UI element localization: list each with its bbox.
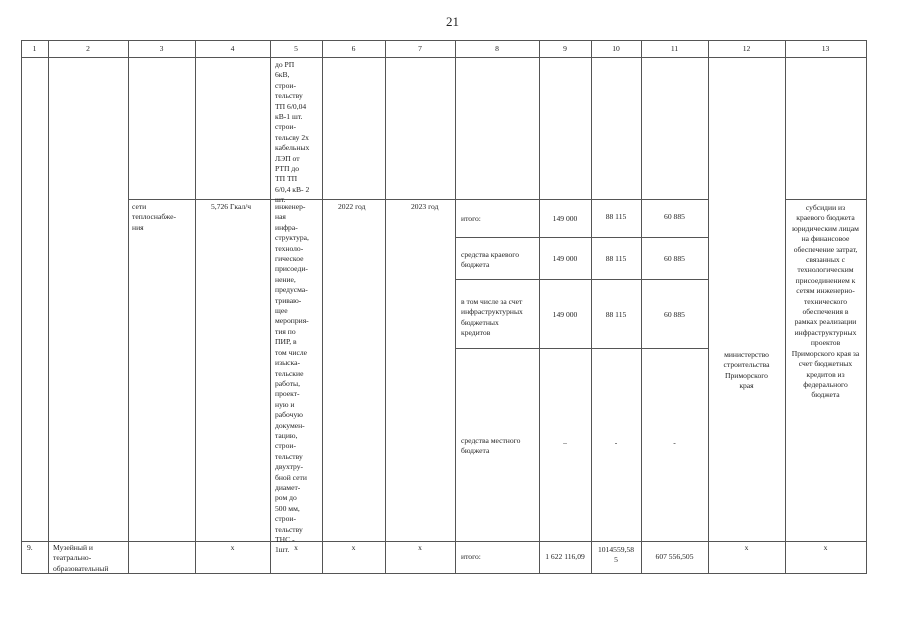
funding-label: средства местного бюджета (461, 436, 521, 456)
row-number: 9. (27, 543, 33, 552)
funding-regional-col9: 149 000 (552, 254, 578, 263)
header-cell: 3 (159, 44, 164, 53)
cell-x: х (744, 543, 749, 552)
heating-start-year: 2022 год (338, 202, 366, 211)
funding-label: итого: (461, 214, 481, 223)
funding-total-col10: 88 115 (605, 212, 627, 221)
heating-capacity: 5,726 Гкал/ч (211, 202, 252, 211)
header-cell: 13 (821, 44, 830, 53)
funding-local-col11: - (673, 438, 676, 447)
header-cell: 5 (294, 44, 298, 53)
heating-object-name: сети теплоснабже- ния (132, 202, 177, 232)
header-cell: 8 (495, 44, 499, 53)
total-col9: 1 622 116,09 (545, 552, 585, 561)
total-col10: 1014559,58 5 (597, 545, 635, 565)
responsible-ministry: министерство строительства Приморского края (723, 350, 770, 391)
cell-x: х (823, 543, 828, 552)
header-cell: 10 (612, 44, 620, 53)
funding-credits-col9: 149 000 (552, 310, 578, 319)
total-col11: 607 556,505 (655, 552, 694, 561)
header-cell: 6 (351, 44, 356, 53)
cell-x: х (351, 543, 356, 552)
header-cell: 7 (418, 44, 422, 53)
funding-regional-col11: 60 885 (664, 254, 685, 263)
funding-total-col9: 149 000 (552, 214, 578, 223)
cell-x: х (230, 543, 235, 552)
header-cell: 4 (230, 44, 235, 53)
funding-label: средства краевого бюджета (461, 250, 520, 270)
cell-x: х (418, 543, 422, 552)
funding-total-col11: 60 885 (664, 212, 685, 221)
object-name: Музейный и театрально- образовательный (53, 543, 109, 573)
header-cell: 11 (670, 44, 679, 53)
funding-regional-col10: 88 115 (605, 254, 627, 263)
cell-x: х (294, 543, 298, 552)
funding-credits-col10: 88 115 (605, 310, 627, 319)
header-cell: 1 (32, 44, 37, 53)
header-cell: 2 (86, 44, 90, 53)
heating-end-year: 2023 год (411, 202, 439, 211)
funding-local-col10: - (614, 438, 618, 447)
header-cell: 9 (563, 44, 567, 53)
funding-label: итого: (461, 552, 481, 561)
funding-credits-col11: 60 885 (664, 310, 685, 319)
continuation-cell-col5: до РП 6кВ, строи- тельству ТП 6/0,04 кВ-1 шт. строи- тельсву 2х кабельных ЛЭП от РТП до ТП ТП 6/0,4 кВ- 2 шт. (275, 60, 310, 205)
funding-local-col9: _ (563, 436, 567, 445)
funding-mechanism: субсидии из краевого бюджета юридическим лицам на финансовое обеспечение затрат, связанных с технологическим присоединением к сетям инженерно- технического обеспечения в рамках реализации инфраструктурных проектов Приморского края за счет бюджетных кредитов из федерального бюджета (791, 203, 860, 400)
header-cell: 12 (742, 44, 751, 53)
funding-label: в том числе за счет инфраструктурных бюджетных кредитов (461, 297, 523, 338)
page-number: 21 (446, 14, 459, 29)
heating-description: инженер- ная инфра- структура, техноло- гическое присоеди- нение, предусма- триваю- щее мероприя- тия по ПИР, в том числе изыска- тельские работы, проект- ную и рабочую докумен- тацию, строи- тельству двухтру- бной сети диамет- ром до 500 мм, строи- тельству ТНС - 1шт. (275, 202, 309, 555)
